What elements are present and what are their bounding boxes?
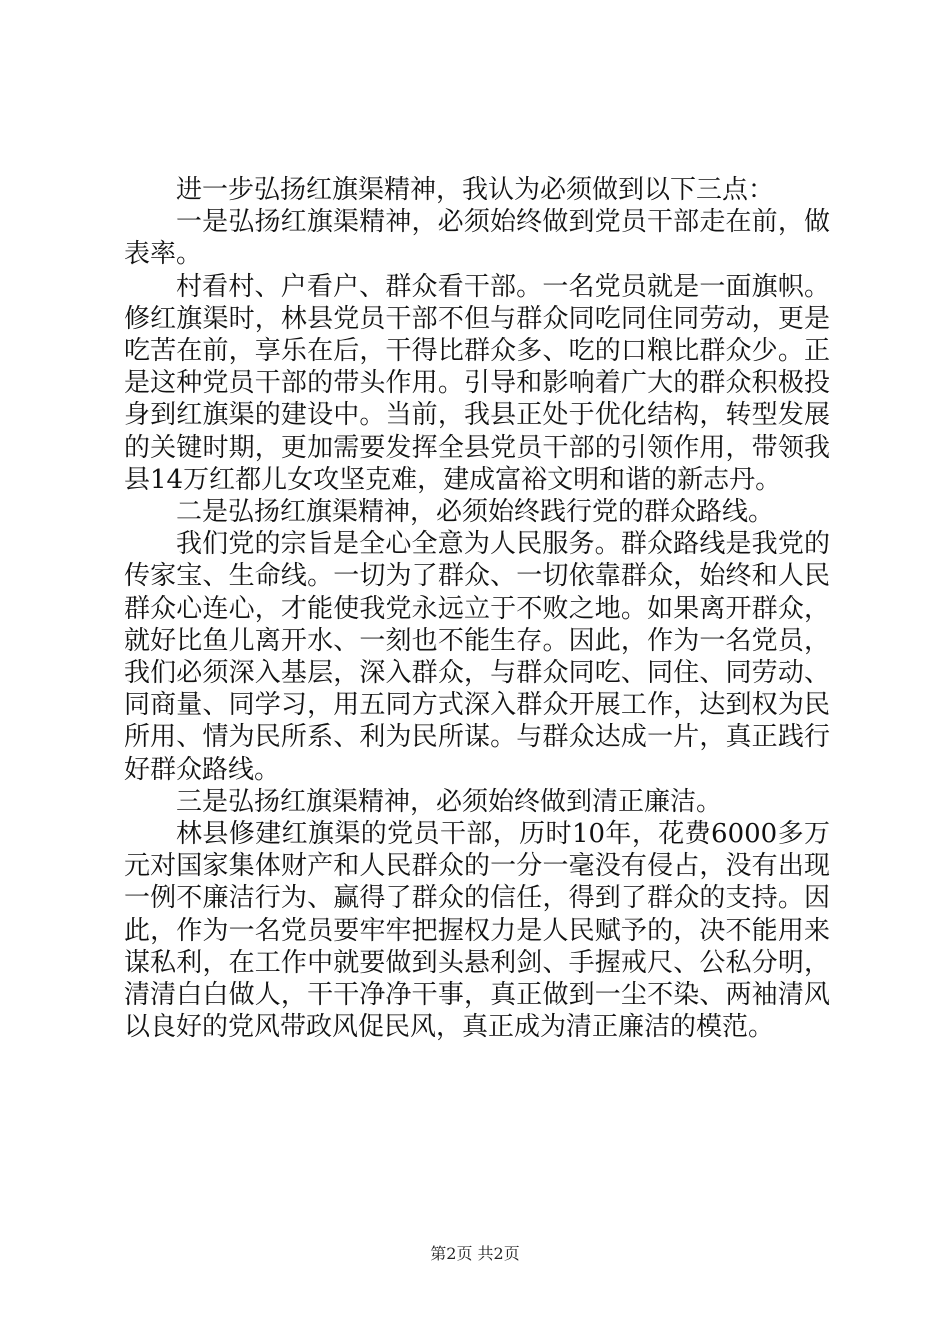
- paragraph-point-one-body: 村看村、户看户、群众看干部。一名党员就是一面旗帜。修红旗渠时，林县党员干部不但与群众同吃同住同劳动，更是吃苦在前，享乐在后，干得比群众多、吃的口粮比群众少。正是这种党员干部的带头作用。引导和影响着广大的群众积极投身到红旗渠的建设中。当前，我县正处于优化结构，转型发展的关键时期，更加需要发挥全县党员干部的引领作用，带领我县14万红都儿女攻坚克难，建成富裕文明和谐的新志丹。: [124, 271, 830, 495]
- paragraph-point-two-heading: 二是弘扬红旗渠精神，必须始终践行党的群众路线。: [176, 497, 775, 528]
- paragraph-point-one-heading: 一是弘扬红旗渠精神，必须始终做到党员干部走在前，做表率。: [124, 207, 830, 270]
- paragraph-point-three-heading: 三是弘扬红旗渠精神，必须始终做到清正廉洁。: [176, 786, 723, 817]
- paragraph-point-three-body: 林县修建红旗渠的党员干部，历时10年，花费6000多万元对国家集体财产和人民群众的一分一毫没有侵占，没有出现一例不廉洁行为、赢得了群众的信任，得到了群众的支持。因此，作为一名党员要牢牢把握权力是人民赋予的，决不能用来谋私利，在工作中就要做到头悬利剑、手握戒尺、公私分明，清清白白做人，干干净净干事，真正做到一尘不染、两袖清风以良好的党风带政风促民风，真正成为清正廉洁的模范。: [124, 819, 830, 1043]
- paragraph-intro: 进一步弘扬红旗渠精神，我认为必须做到以下三点：: [176, 175, 775, 205]
- page-number-footer: 第2页 共2页: [430, 1244, 520, 1263]
- document-body: [124, 174, 830, 1043]
- paragraph-point-two-body: 我们党的宗旨是全心全意为人民服务。群众路线是我党的传家宝、生命线。一切为了群众、一切依靠群众，始终和人民群众心连心，才能使我党永远立于不败之地。如果离开群众，就好比鱼儿离开水、一刻也不能生存。因此，作为一名党员，我们必须深入基层，深入群众，与群众同吃、同住、同劳动、同商量、同学习，用五同方式深入群众开展工作，达到权为民所用、情为民所系、利为民所谋。与群众达成一片，真正践行好群众路线。: [124, 529, 830, 785]
